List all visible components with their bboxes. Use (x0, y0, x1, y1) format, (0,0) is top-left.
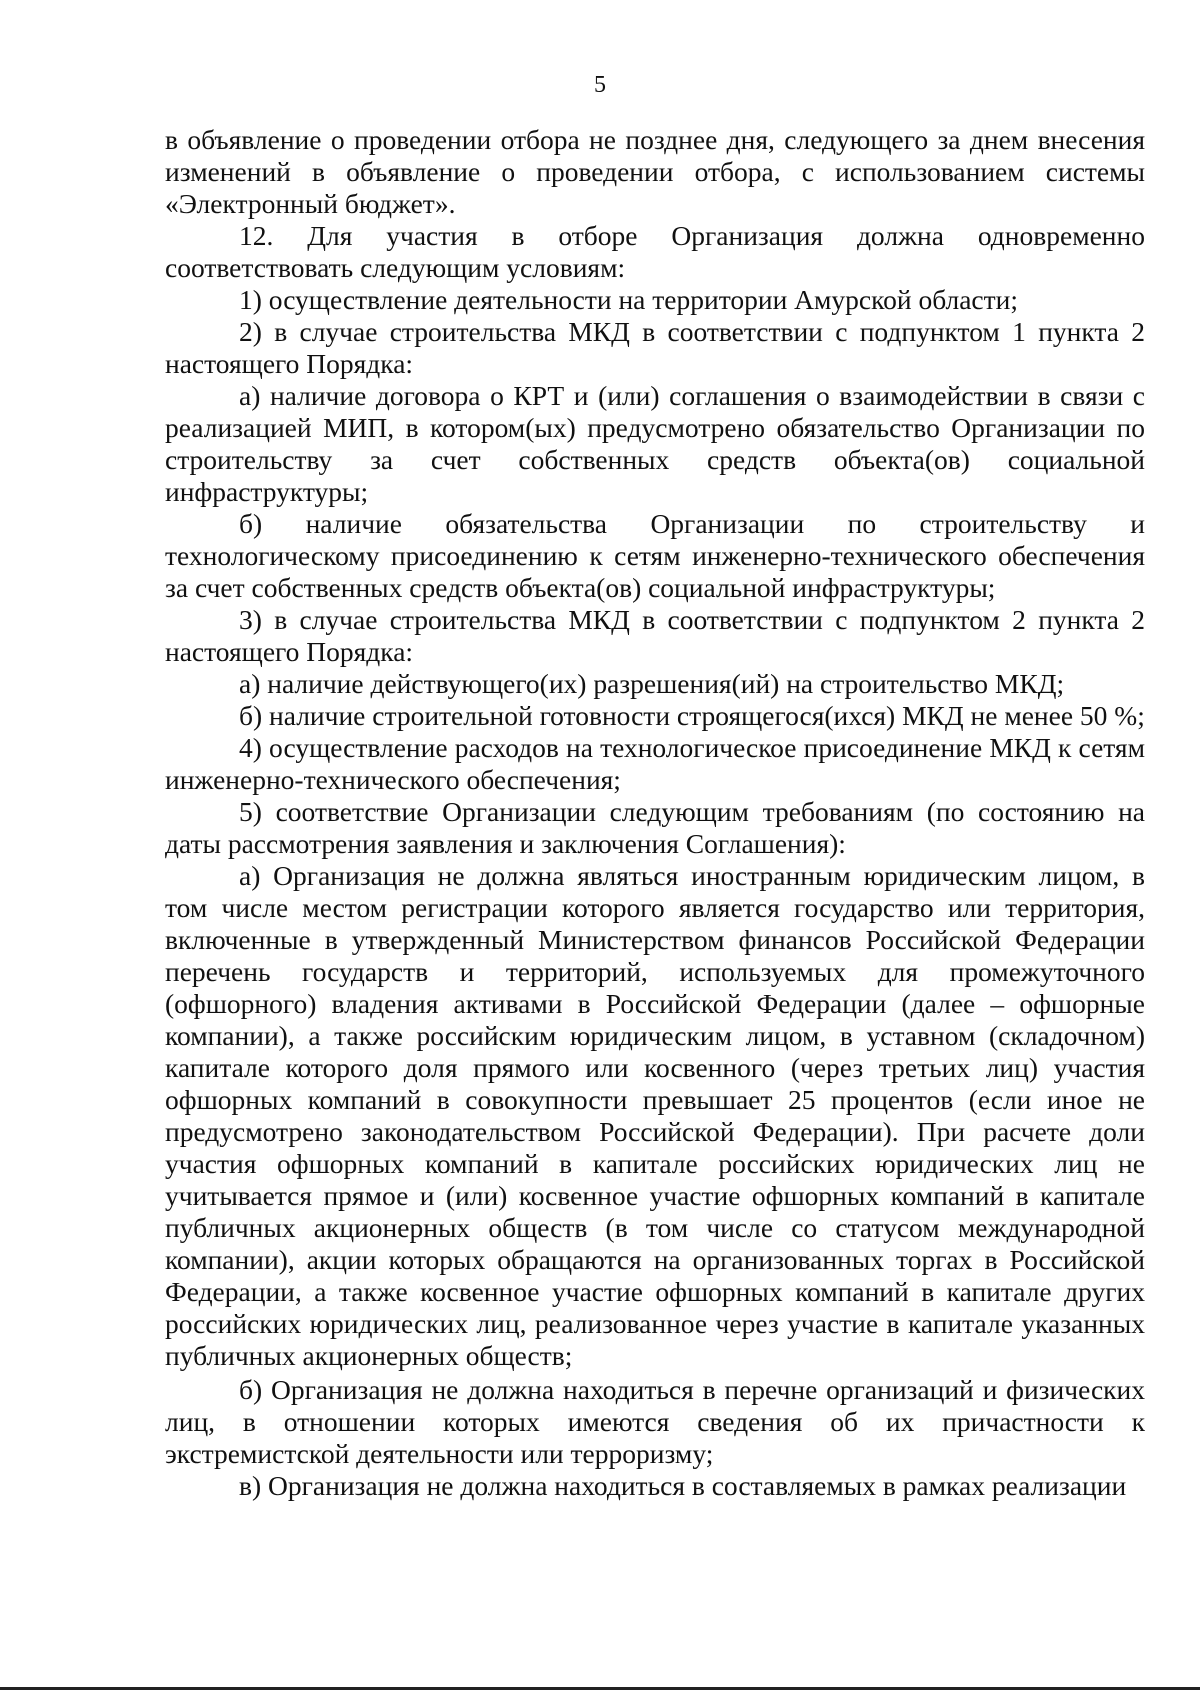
paragraph-condition-2a: а) наличие договора о КРТ и (или) соглашения о взаимодействии в связи с реализацией МИП, в котором(ых) предусмотрено обязательство Организации по строительству за счет собственных средств объекта(ов) социальной инфраструктуры; (165, 380, 1145, 507)
paragraph-item-12: 12. Для участия в отборе Организация должна одновременно соответствовать следующим условиям: (165, 220, 1145, 283)
paragraph-condition-5v: в) Организация не должна находиться в составляемых в рамках реализации (239, 1470, 1127, 1501)
scan-bottom-edge (0, 1687, 1200, 1690)
paragraph-condition-3b: б) наличие строительной готовности строящегося(ихся) МКД не менее 50 %; (239, 700, 1145, 731)
paragraph-condition-5a: а) Организация не должна являться иностранным юридическим лицом, в том числе местом регистрации которого является государство или территория, включенные в утвержденный Министерством финансов Российской Федерации перечень государств и территорий, используемых для промежуточного (офшорного) владения активами в Российской Федерации (далее – офшорные компании), а также российским юридическим лицом, в уставном (складочном) капитале которого доля прямого или косвенного (через третьих лиц) участия офшорных компаний в совокупности превышает 25 процентов (если иное не предусмотрено законодательством Российской Федерации). При расчете доли участия офшорных компаний в капитале российских юридических лиц не учитывается прямое и (или) косвенное участие офшорных компаний в капитале публичных акционерных обществ (в том числе со статусом международной компании), акции которых обращаются на организованных торгах в Российской Федерации, а также косвенное участие офшорных компаний в капитале других российских юридических лиц, реализованное через участие в капитале указанных публичных акционерных обществ; (165, 860, 1145, 1371)
page-number: 5 (594, 72, 606, 98)
paragraph-continuation: в объявление о проведении отбора не позднее дня, следующего за днем внесения изменений в объявление о проведении отбора, с использованием системы «Электронный бюджет». (165, 124, 1145, 219)
paragraph-condition-1: 1) осуществление деятельности на территории Амурской области; (239, 284, 1019, 315)
paragraph-condition-3: 3) в случае строительства МКД в соответствии с подпунктом 2 пункта 2 настоящего Порядка: (165, 604, 1145, 667)
document-body (165, 124, 1145, 1502)
paragraph-condition-5: 5) соответствие Организации следующим требованиям (по состоянию на даты рассмотрения заявления и заключения Соглашения): (165, 796, 1145, 859)
paragraph-condition-4: 4) осуществление расходов на технологическое присоединение МКД к сетям инженерно-технического обеспечения; (165, 732, 1145, 795)
paragraph-condition-2: 2) в случае строительства МКД в соответствии с подпунктом 1 пункта 2 настоящего Порядка: (165, 316, 1145, 379)
paragraph-condition-2b: б) наличие обязательства Организации по строительству и технологическому присоединению к сетям инженерно-технического обеспечения за счет собственных средств объекта(ов) социальной инфраструктуры; (165, 508, 1145, 603)
paragraph-condition-3a: а) наличие действующего(их) разрешения(ий) на строительство МКД; (239, 668, 1065, 699)
paragraph-condition-5b: б) Организация не должна находиться в перечне организаций и физических лиц, в отношении которых имеются сведения об их причастности к экстремистской деятельности или терроризму; (165, 1374, 1145, 1469)
